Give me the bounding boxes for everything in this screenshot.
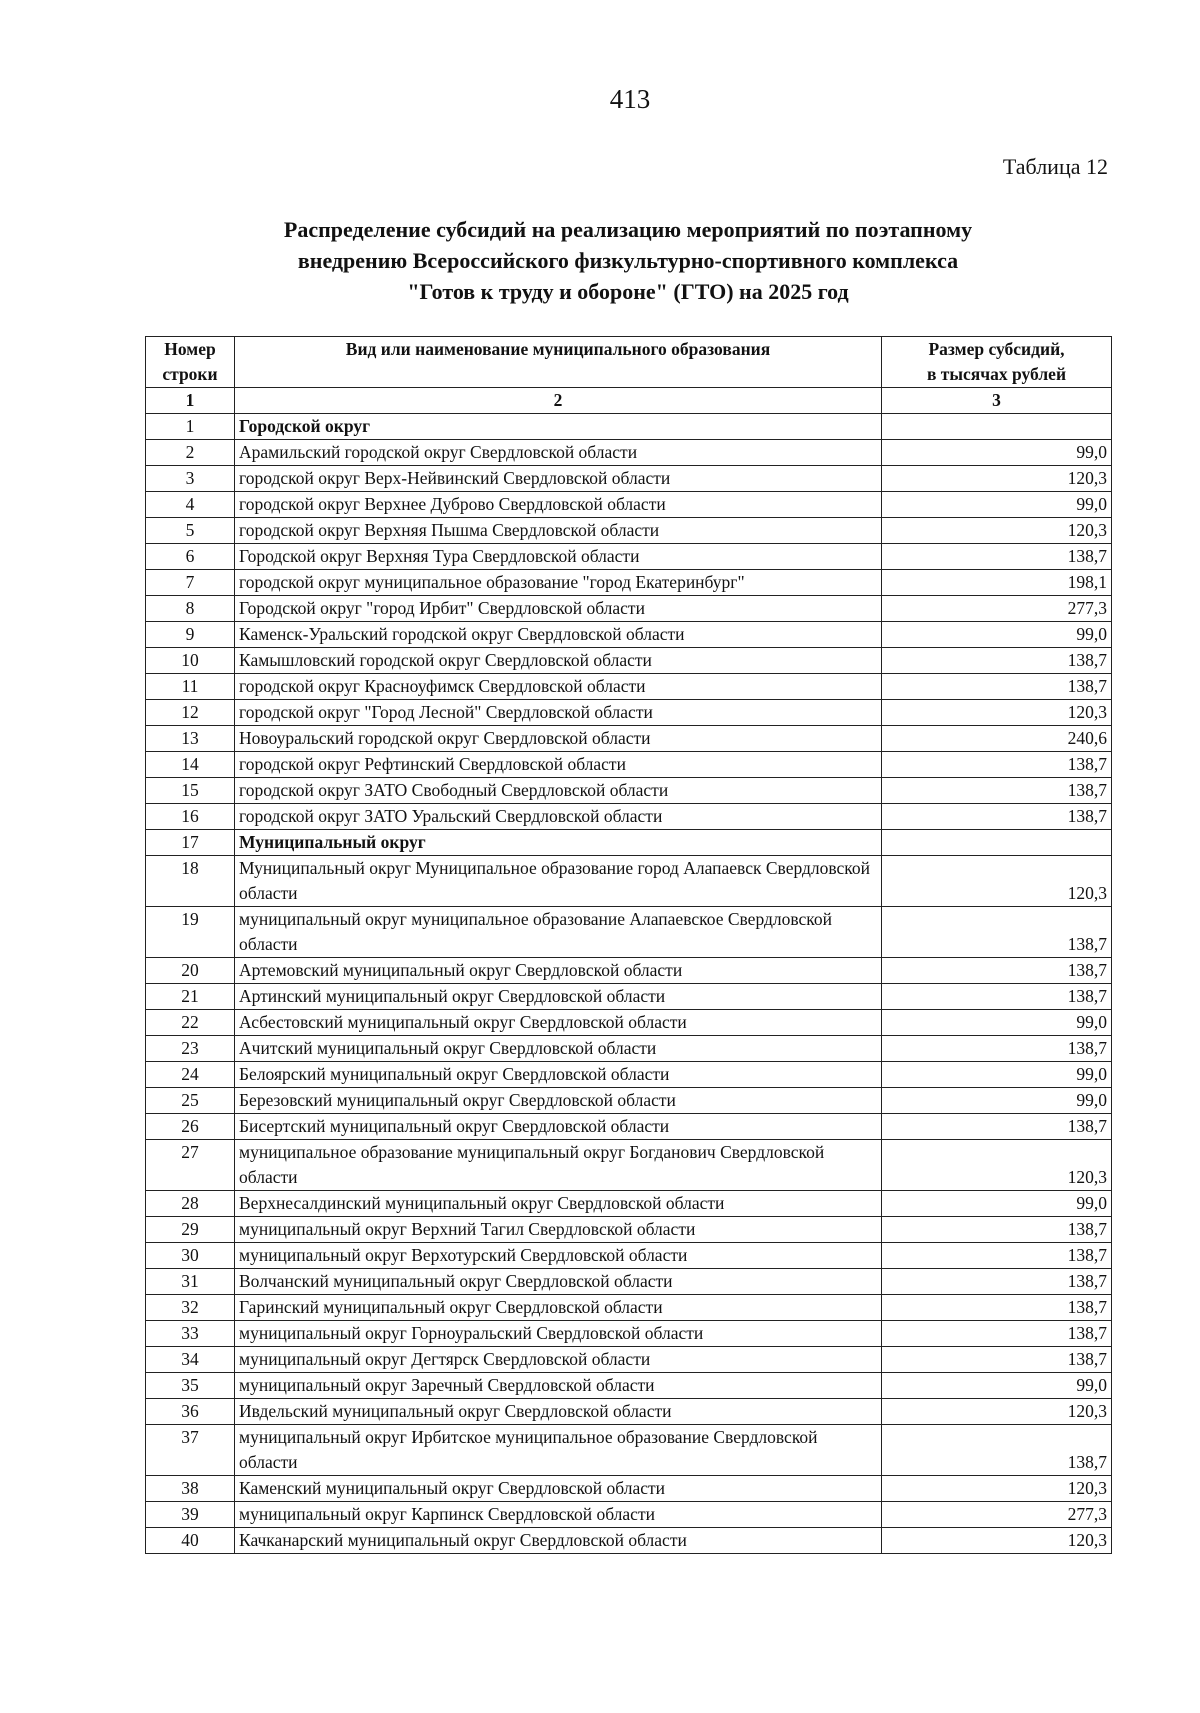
- row-number: 6: [146, 544, 235, 570]
- table-row: [146, 752, 1112, 778]
- municipality-name: городской округ Верхнее Дуброво Свердловской области: [235, 492, 882, 518]
- municipality-name: городской округ "Город Лесной" Свердловской области: [235, 700, 882, 726]
- table-row: [146, 1502, 1112, 1528]
- row-number: 19: [146, 907, 235, 958]
- row-number: 35: [146, 1373, 235, 1399]
- table-row: [146, 1321, 1112, 1347]
- municipality-name: муниципальный округ Верхний Тагил Свердловской области: [235, 1217, 882, 1243]
- row-number: 5: [146, 518, 235, 544]
- row-number: 12: [146, 700, 235, 726]
- table-row: [146, 778, 1112, 804]
- table-body: [146, 414, 1112, 1554]
- municipality-name: городской округ муниципальное образование "город Екатеринбург": [235, 570, 882, 596]
- row-number: 25: [146, 1088, 235, 1114]
- municipality-name: Асбестовский муниципальный округ Свердловской области: [235, 1010, 882, 1036]
- row-number: 22: [146, 1010, 235, 1036]
- subsidy-amount: 138,7: [882, 674, 1112, 700]
- municipality-name: муниципальный округ муниципальное образование Алапаевское Свердловской области: [235, 907, 882, 958]
- row-number: 1: [146, 414, 235, 440]
- subsidy-amount: [882, 830, 1112, 856]
- municipality-name: Артинский муниципальный округ Свердловской области: [235, 984, 882, 1010]
- table-row: [146, 1425, 1112, 1476]
- subsidy-amount: 138,7: [882, 1036, 1112, 1062]
- header-subsidy: [882, 337, 1112, 388]
- row-number: 28: [146, 1191, 235, 1217]
- row-number: 23: [146, 1036, 235, 1062]
- municipality-name: Бисертский муниципальный округ Свердловской области: [235, 1114, 882, 1140]
- table-row: [146, 726, 1112, 752]
- municipality-name: Белоярский муниципальный округ Свердловской области: [235, 1062, 882, 1088]
- row-number: 31: [146, 1269, 235, 1295]
- column-index-row: [146, 388, 1112, 414]
- subsidy-amount: 99,0: [882, 622, 1112, 648]
- table-row: [146, 1528, 1112, 1554]
- row-number: 7: [146, 570, 235, 596]
- row-number: 39: [146, 1502, 235, 1528]
- table-label: Таблица 12: [1002, 154, 1108, 179]
- table-row: [146, 1243, 1112, 1269]
- subsidy-amount: 99,0: [882, 1088, 1112, 1114]
- row-number: 20: [146, 958, 235, 984]
- municipality-name: муниципальный округ Верхотурский Свердловской области: [235, 1243, 882, 1269]
- subsidy-amount: 138,7: [882, 778, 1112, 804]
- municipality-name: Верхнесалдинский муниципальный округ Свердловской области: [235, 1191, 882, 1217]
- municipality-name: городской округ ЗАТО Свободный Свердловской области: [235, 778, 882, 804]
- table-row: [146, 544, 1112, 570]
- row-number: 18: [146, 856, 235, 907]
- subsidy-amount: 138,7: [882, 1347, 1112, 1373]
- title-line: "Готов к труду и обороне" (ГТО) на 2025 год: [407, 279, 849, 304]
- section-name: Городской округ: [235, 414, 882, 440]
- subsidy-amount: 138,7: [882, 1114, 1112, 1140]
- subsidy-amount: 138,7: [882, 958, 1112, 984]
- column-index: 2: [235, 388, 882, 414]
- municipality-name: Березовский муниципальный округ Свердловской области: [235, 1088, 882, 1114]
- row-number: 40: [146, 1528, 235, 1554]
- section-row: [146, 414, 1112, 440]
- subsidy-amount: 99,0: [882, 1010, 1112, 1036]
- title-line: Распределение субсидий на реализацию мероприятий по поэтапному: [283, 217, 973, 242]
- municipality-name: муниципальный округ Заречный Свердловской области: [235, 1373, 882, 1399]
- municipality-name: городской округ Рефтинский Свердловской области: [235, 752, 882, 778]
- municipality-name: муниципальный округ Карпинск Свердловской области: [235, 1502, 882, 1528]
- row-number: 29: [146, 1217, 235, 1243]
- municipality-name: муниципальный округ Ирбитское муниципальное образование Свердловской области: [235, 1425, 882, 1476]
- subsidy-amount: 99,0: [882, 440, 1112, 466]
- subsidy-amount: 138,7: [882, 804, 1112, 830]
- row-number: 21: [146, 984, 235, 1010]
- table-row: [146, 1140, 1112, 1191]
- subsidy-amount: 138,7: [882, 648, 1112, 674]
- row-number: 9: [146, 622, 235, 648]
- table-row: [146, 622, 1112, 648]
- subsidy-amount: 99,0: [882, 1373, 1112, 1399]
- subsidy-amount: 120,3: [882, 466, 1112, 492]
- title-line: внедрению Всероссийского физкультурно-спортивного комплекса: [297, 248, 959, 273]
- subsidy-amount: 120,3: [882, 518, 1112, 544]
- municipality-name: городской округ Верх-Нейвинский Свердловской области: [235, 466, 882, 492]
- table-row: [146, 804, 1112, 830]
- row-number: 26: [146, 1114, 235, 1140]
- table-row: [146, 1114, 1112, 1140]
- subsidy-amount: 120,3: [882, 1528, 1112, 1554]
- column-index: 3: [882, 388, 1112, 414]
- row-number: 17: [146, 830, 235, 856]
- subsidy-amount: 240,6: [882, 726, 1112, 752]
- subsidy-amount: 99,0: [882, 1191, 1112, 1217]
- row-number: 24: [146, 1062, 235, 1088]
- municipality-name: Ачитский муниципальный округ Свердловской области: [235, 1036, 882, 1062]
- subsidy-amount: 120,3: [882, 856, 1112, 907]
- row-number: 16: [146, 804, 235, 830]
- row-number: 37: [146, 1425, 235, 1476]
- municipality-name: Волчанский муниципальный округ Свердловской области: [235, 1269, 882, 1295]
- subsidy-amount: 138,7: [882, 544, 1112, 570]
- subsidy-amount: 120,3: [882, 1140, 1112, 1191]
- table-row: [146, 596, 1112, 622]
- table-row: [146, 1010, 1112, 1036]
- municipality-name: муниципальное образование муниципальный округ Богданович Свердловской области: [235, 1140, 882, 1191]
- section-row: [146, 830, 1112, 856]
- table-row: [146, 1088, 1112, 1114]
- municipality-name: Каменский муниципальный округ Свердловской области: [235, 1476, 882, 1502]
- municipality-name: городской округ ЗАТО Уральский Свердловской области: [235, 804, 882, 830]
- row-number: 13: [146, 726, 235, 752]
- row-number: 4: [146, 492, 235, 518]
- subsidy-amount: 138,7: [882, 1217, 1112, 1243]
- table-row: [146, 1062, 1112, 1088]
- document-title: [144, 214, 1112, 307]
- table-row: [146, 1217, 1112, 1243]
- table-row: [146, 1295, 1112, 1321]
- municipality-name: Арамильский городской округ Свердловской области: [235, 440, 882, 466]
- subsidy-amount: 120,3: [882, 700, 1112, 726]
- municipality-name: Качканарский муниципальный округ Свердловской области: [235, 1528, 882, 1554]
- header-municipality: Вид или наименование муниципального образования: [235, 337, 882, 388]
- row-number: 10: [146, 648, 235, 674]
- subsidy-amount: 120,3: [882, 1399, 1112, 1425]
- subsidy-amount: 277,3: [882, 596, 1112, 622]
- header-subsidy-line1: Размер субсидий,: [928, 339, 1065, 359]
- municipality-name: Каменск-Уральский городской округ Свердловской области: [235, 622, 882, 648]
- municipality-name: Ивдельский муниципальный округ Свердловской области: [235, 1399, 882, 1425]
- row-number: 2: [146, 440, 235, 466]
- row-number: 3: [146, 466, 235, 492]
- column-index: 1: [146, 388, 235, 414]
- table-row: [146, 674, 1112, 700]
- table-row: [146, 700, 1112, 726]
- row-number: 15: [146, 778, 235, 804]
- row-number: 34: [146, 1347, 235, 1373]
- row-number: 30: [146, 1243, 235, 1269]
- subsidy-amount: 138,7: [882, 984, 1112, 1010]
- row-number: 32: [146, 1295, 235, 1321]
- table-row: [146, 492, 1112, 518]
- table-row: [146, 440, 1112, 466]
- row-number: 36: [146, 1399, 235, 1425]
- municipality-name: Муниципальный округ Муниципальное образование город Алапаевск Свердловской области: [235, 856, 882, 907]
- municipality-name: Новоуральский городской округ Свердловской области: [235, 726, 882, 752]
- table-row: [146, 1036, 1112, 1062]
- subsidy-amount: 138,7: [882, 1321, 1112, 1347]
- municipality-name: Камышловский городской округ Свердловской области: [235, 648, 882, 674]
- subsidy-amount: 138,7: [882, 1295, 1112, 1321]
- subsidy-amount: 138,7: [882, 907, 1112, 958]
- municipality-name: муниципальный округ Горноуральский Свердловской области: [235, 1321, 882, 1347]
- row-number: 8: [146, 596, 235, 622]
- header-row-number: [146, 337, 235, 388]
- municipality-name: Гаринский муниципальный округ Свердловской области: [235, 1295, 882, 1321]
- page-number: 413: [609, 84, 651, 114]
- row-number: 14: [146, 752, 235, 778]
- municipality-name: Городской округ Верхняя Тура Свердловской области: [235, 544, 882, 570]
- subsidy-amount: 198,1: [882, 570, 1112, 596]
- subsidy-amount: 138,7: [882, 752, 1112, 778]
- subsidy-amount: 99,0: [882, 1062, 1112, 1088]
- table-row: [146, 466, 1112, 492]
- table-row: [146, 1476, 1112, 1502]
- table-row: [146, 958, 1112, 984]
- subsidy-amount: 277,3: [882, 1502, 1112, 1528]
- subsidy-amount: 138,7: [882, 1243, 1112, 1269]
- subsidy-amount: 138,7: [882, 1269, 1112, 1295]
- municipality-name: муниципальный округ Дегтярск Свердловской области: [235, 1347, 882, 1373]
- table-row: [146, 570, 1112, 596]
- subsidy-amount: 99,0: [882, 492, 1112, 518]
- table-row: [146, 1191, 1112, 1217]
- subsidy-amount: 120,3: [882, 1476, 1112, 1502]
- table-row: [146, 907, 1112, 958]
- table-row: [146, 1373, 1112, 1399]
- table-row: [146, 984, 1112, 1010]
- header-subsidy-line2: в тысячах рублей: [926, 364, 1067, 384]
- header-row-number-text: Номер строки: [162, 339, 218, 384]
- row-number: 11: [146, 674, 235, 700]
- municipality-name: Артемовский муниципальный округ Свердловской области: [235, 958, 882, 984]
- subsidy-amount: [882, 414, 1112, 440]
- subsidy-amount: 138,7: [882, 1425, 1112, 1476]
- table-row: [146, 856, 1112, 907]
- table-row: [146, 518, 1112, 544]
- municipality-name: городской округ Верхняя Пышма Свердловской области: [235, 518, 882, 544]
- section-name: Муниципальный округ: [235, 830, 882, 856]
- table-row: [146, 648, 1112, 674]
- table-row: [146, 1347, 1112, 1373]
- table-row: [146, 1269, 1112, 1295]
- header-row: [146, 337, 1112, 388]
- municipality-name: городской округ Красноуфимск Свердловской области: [235, 674, 882, 700]
- table-row: [146, 1399, 1112, 1425]
- municipality-name: Городской округ "город Ирбит" Свердловской области: [235, 596, 882, 622]
- subsidy-table: [145, 336, 1112, 1554]
- row-number: 27: [146, 1140, 235, 1191]
- row-number: 33: [146, 1321, 235, 1347]
- row-number: 38: [146, 1476, 235, 1502]
